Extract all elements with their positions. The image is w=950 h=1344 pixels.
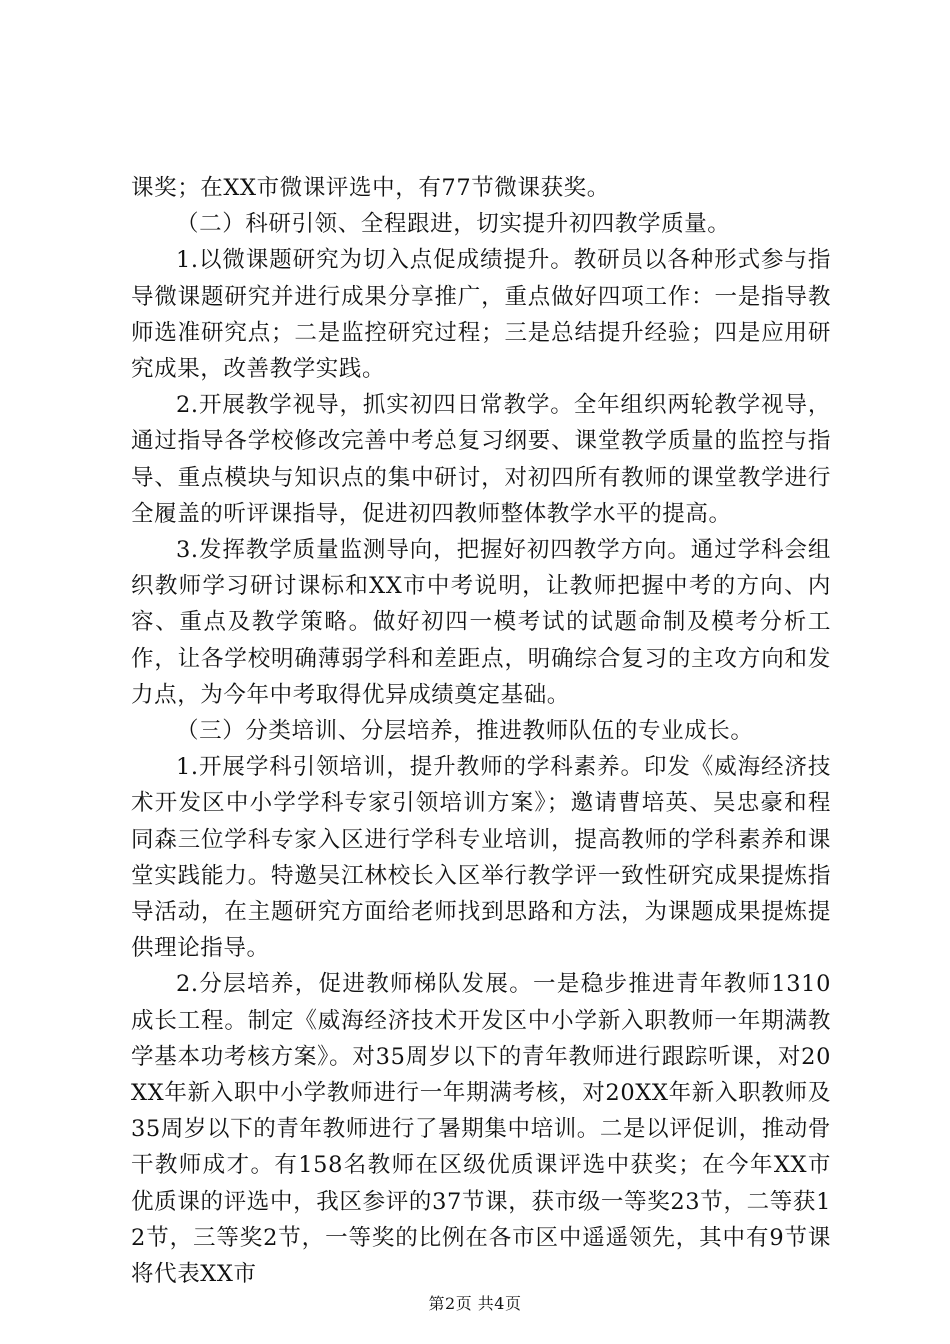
paragraph: 1.开展学科引领培训，提升教师的学科素养。印发《威海经济技术开发区中小学学科专家引领培训方案》；邀请曹培英、吴忠豪和程同森三位学科专家入区进行学科专业培训，提高教师的学科素养和课堂实践能力。特邀吴江林校长入区举行教学评一致性研究成果提炼指导活动，在主题研究方面给老师找到思路和方法，为课题成果提炼提供理论指导。 (131, 754, 831, 962)
page-footer (0, 1291, 950, 1314)
document-body (131, 170, 831, 1292)
section-heading: （三）分类培训、分层培养，推进教师队伍的专业成长。 (176, 718, 754, 745)
section-heading: （二）科研引领、全程跟进，切实提升初四教学质量。 (176, 211, 731, 238)
paragraph: 1.以微课题研究为切入点促成绩提升。教研员以各种形式参与指导微课题研究并进行成果分享推广，重点做好四项工作：一是指导教师选准研究点；二是监控研究过程；三是总结提升经验；四是应用研究成果，改善教学实践。 (131, 247, 831, 383)
page-number-label: 第2页 共4页 (428, 1294, 522, 1313)
paragraph: 2.分层培养，促进教师梯队发展。一是稳步推进青年教师1310成长工程。制定《威海经济技术开发区中小学新入职教师一年期满教学基本功考核方案》。对35周岁以下的青年教师进行跟踪听课，对20XX年新入职中小学教师进行一年期满考核，对20XX年新入职教师及35周岁以下的青年教师进行了暑期集中培训。二是以评促训，推动骨干教师成才。有158名教师在区级优质课评选中获奖；在今年XX市优质课的评选中，我区参评的37节课，获市级一等奖23节，二等获12节，三等奖2节，一等奖的比例在各市区中遥遥领先，其中有9节课将代表XX市 (131, 971, 831, 1288)
paragraph: 课奖；在XX市微课评选中，有77节微课获奖。 (131, 175, 610, 201)
paragraph: 2.开展教学视导，抓实初四日常教学。全年组织两轮教学视导，通过指导各学校修改完善中考总复习纲要、课堂教学质量的监控与指导、重点模块与知识点的集中研讨，对初四所有教师的课堂教学进行全履盖的听评课指导，促进初四教师整体教学水平的提高。 (131, 392, 831, 527)
paragraph: 3.发挥教学质量监测导向，把握好初四教学方向。通过学科会组织教师学习研讨课标和XX市中考说明，让教师把握中考的方向、内容、重点及教学策略。做好初四一模考试的试题命制及模考分析工作，让各学校明确薄弱学科和差距点，明确综合复习的主攻方向和发力点，为今年中考取得优异成绩奠定基础。 (131, 537, 831, 708)
